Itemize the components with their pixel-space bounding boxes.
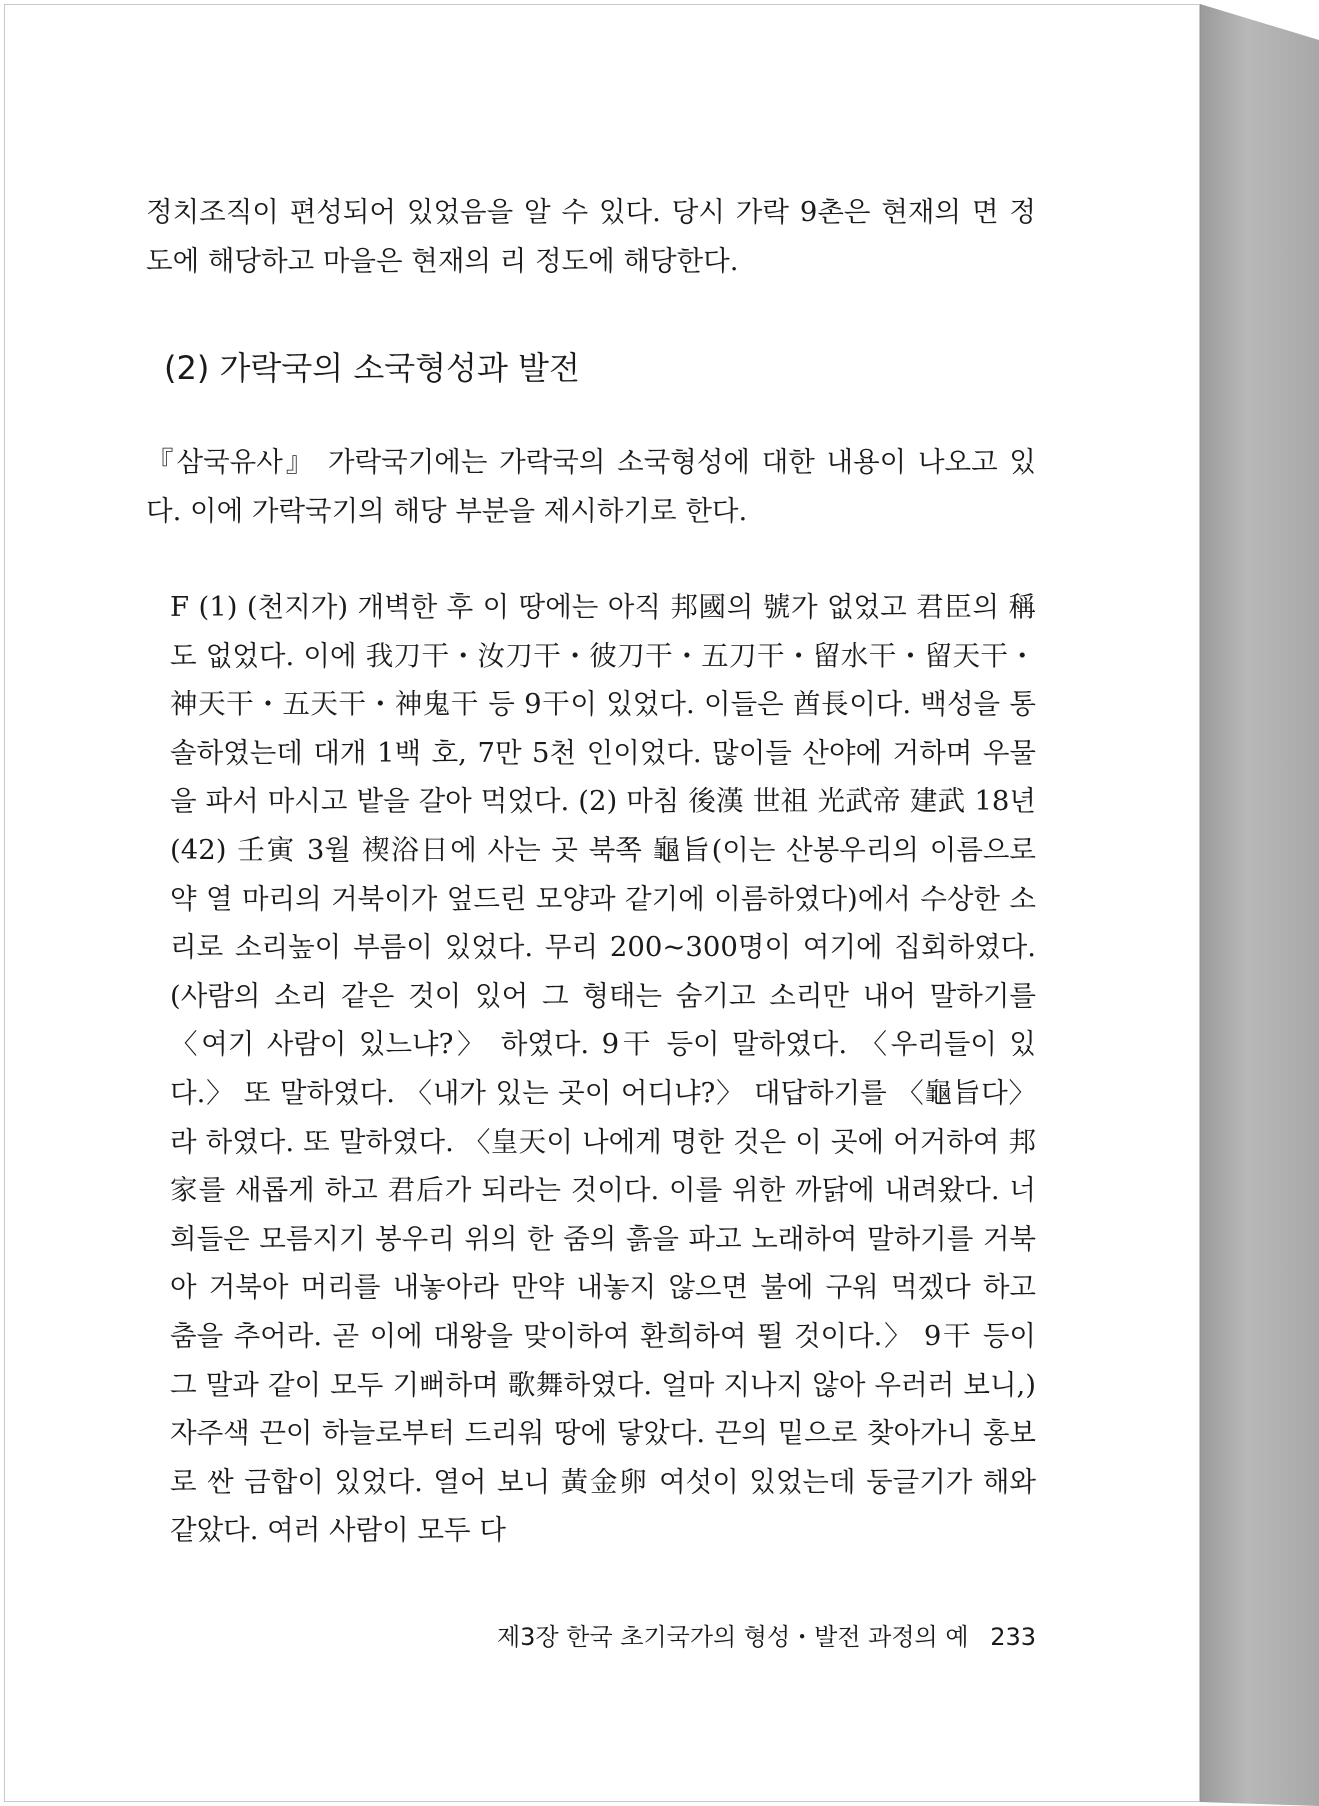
quoted-source-passage: F (1) (천지가) 개벽한 후 이 땅에는 아직 邦國의 號가 없었고 君臣의 稱도 없었다. 이에 我刀干・汝刀干・彼刀干・五刀干・留水干・留天干・神天干・五天干・神鬼干 등 9干이 있었다. 이들은 酋長이다. 백성을 통솔하였는데 대개 1백 호, 7만 5천 인이었다. 많이들 산야에 거하며 우물을 파서 마시고 밭을 갈아 먹었다. (2) 마침 後漢 世祖 光武帝 建武 18년(42) 壬寅 3월 禊浴日에 사는 곳 북쪽 龜旨(이는 산봉우리의 이름으로 약 열 마리의 거북이가 엎드린 모양과 같기에 이름하였다)에서 수상한 소리로 소리높이 부름이 있었다. 무리 200~300명이 여기에 집회하였다. (사람의 소리 같은 것이 있어 그 형태는 숨기고 소리만 내어 말하기를 〈여기 사람이 있느냐?〉 하였다. 9干 등이 말하였다. 〈우리들이 있다.〉 또 말하였다. 〈내가 있는 곳이 어디냐?〉 대답하기를 〈龜旨다〉 라 하였다. 또 말하였다. 〈皇天이 나에게 명한 것은 이 곳에 어거하여 邦家를 새롭게 하고 君后가 되라는 것이다. 이를 위한 까닭에 내려왔다. 너희들은 모름지기 봉우리 위의 한 줌의 흙을 파고 노래하여 말하기를 거북아 거북아 머리를 내놓아라 만약 내놓지 않으면 불에 구워 먹겠다 하고 춤을 추어라. 곧 이에 대왕을 맞이하여 환희하여 뛸 것이다.〉 9干 등이 그 말과 같이 모두 기뻐하며 歌舞하였다. 얼마 지나지 않아 우러러 보니,) 자주색 끈이 하늘로부터 드리워 땅에 닿았다. 끈의 밑으로 찾아가니 홍보로 싼 금합이 있었다. 열어 보니 黃金卵 여섯이 있었는데 둥글기가 해와 같았다. 여러 사람이 모두 다 (170, 591, 1036, 1547)
book-side-edge (1200, 0, 1319, 1806)
running-footer-chapter: 제3장 한국 초기국가의 형성・발전 과정의 예 (497, 1623, 969, 1651)
paragraph-intro: 『삼국유사』 가락국기에는 가락국의 소국형성에 대한 내용이 나오고 있다. 이에 가락국기의 해당 부분을 제시하기로 한다. (146, 446, 1036, 527)
page-footer (146, 1620, 1036, 1654)
section-heading: (2) 가락국의 소국형성과 발전 (164, 349, 580, 387)
page-content (146, 188, 1036, 1555)
page-number: 233 (990, 1623, 1036, 1651)
paragraph-continuation: 정치조직이 편성되어 있었음을 알 수 있다. 당시 가락 9촌은 현재의 면 정도에 해당하고 마을은 현재의 리 정도에 해당한다. (146, 196, 1036, 277)
